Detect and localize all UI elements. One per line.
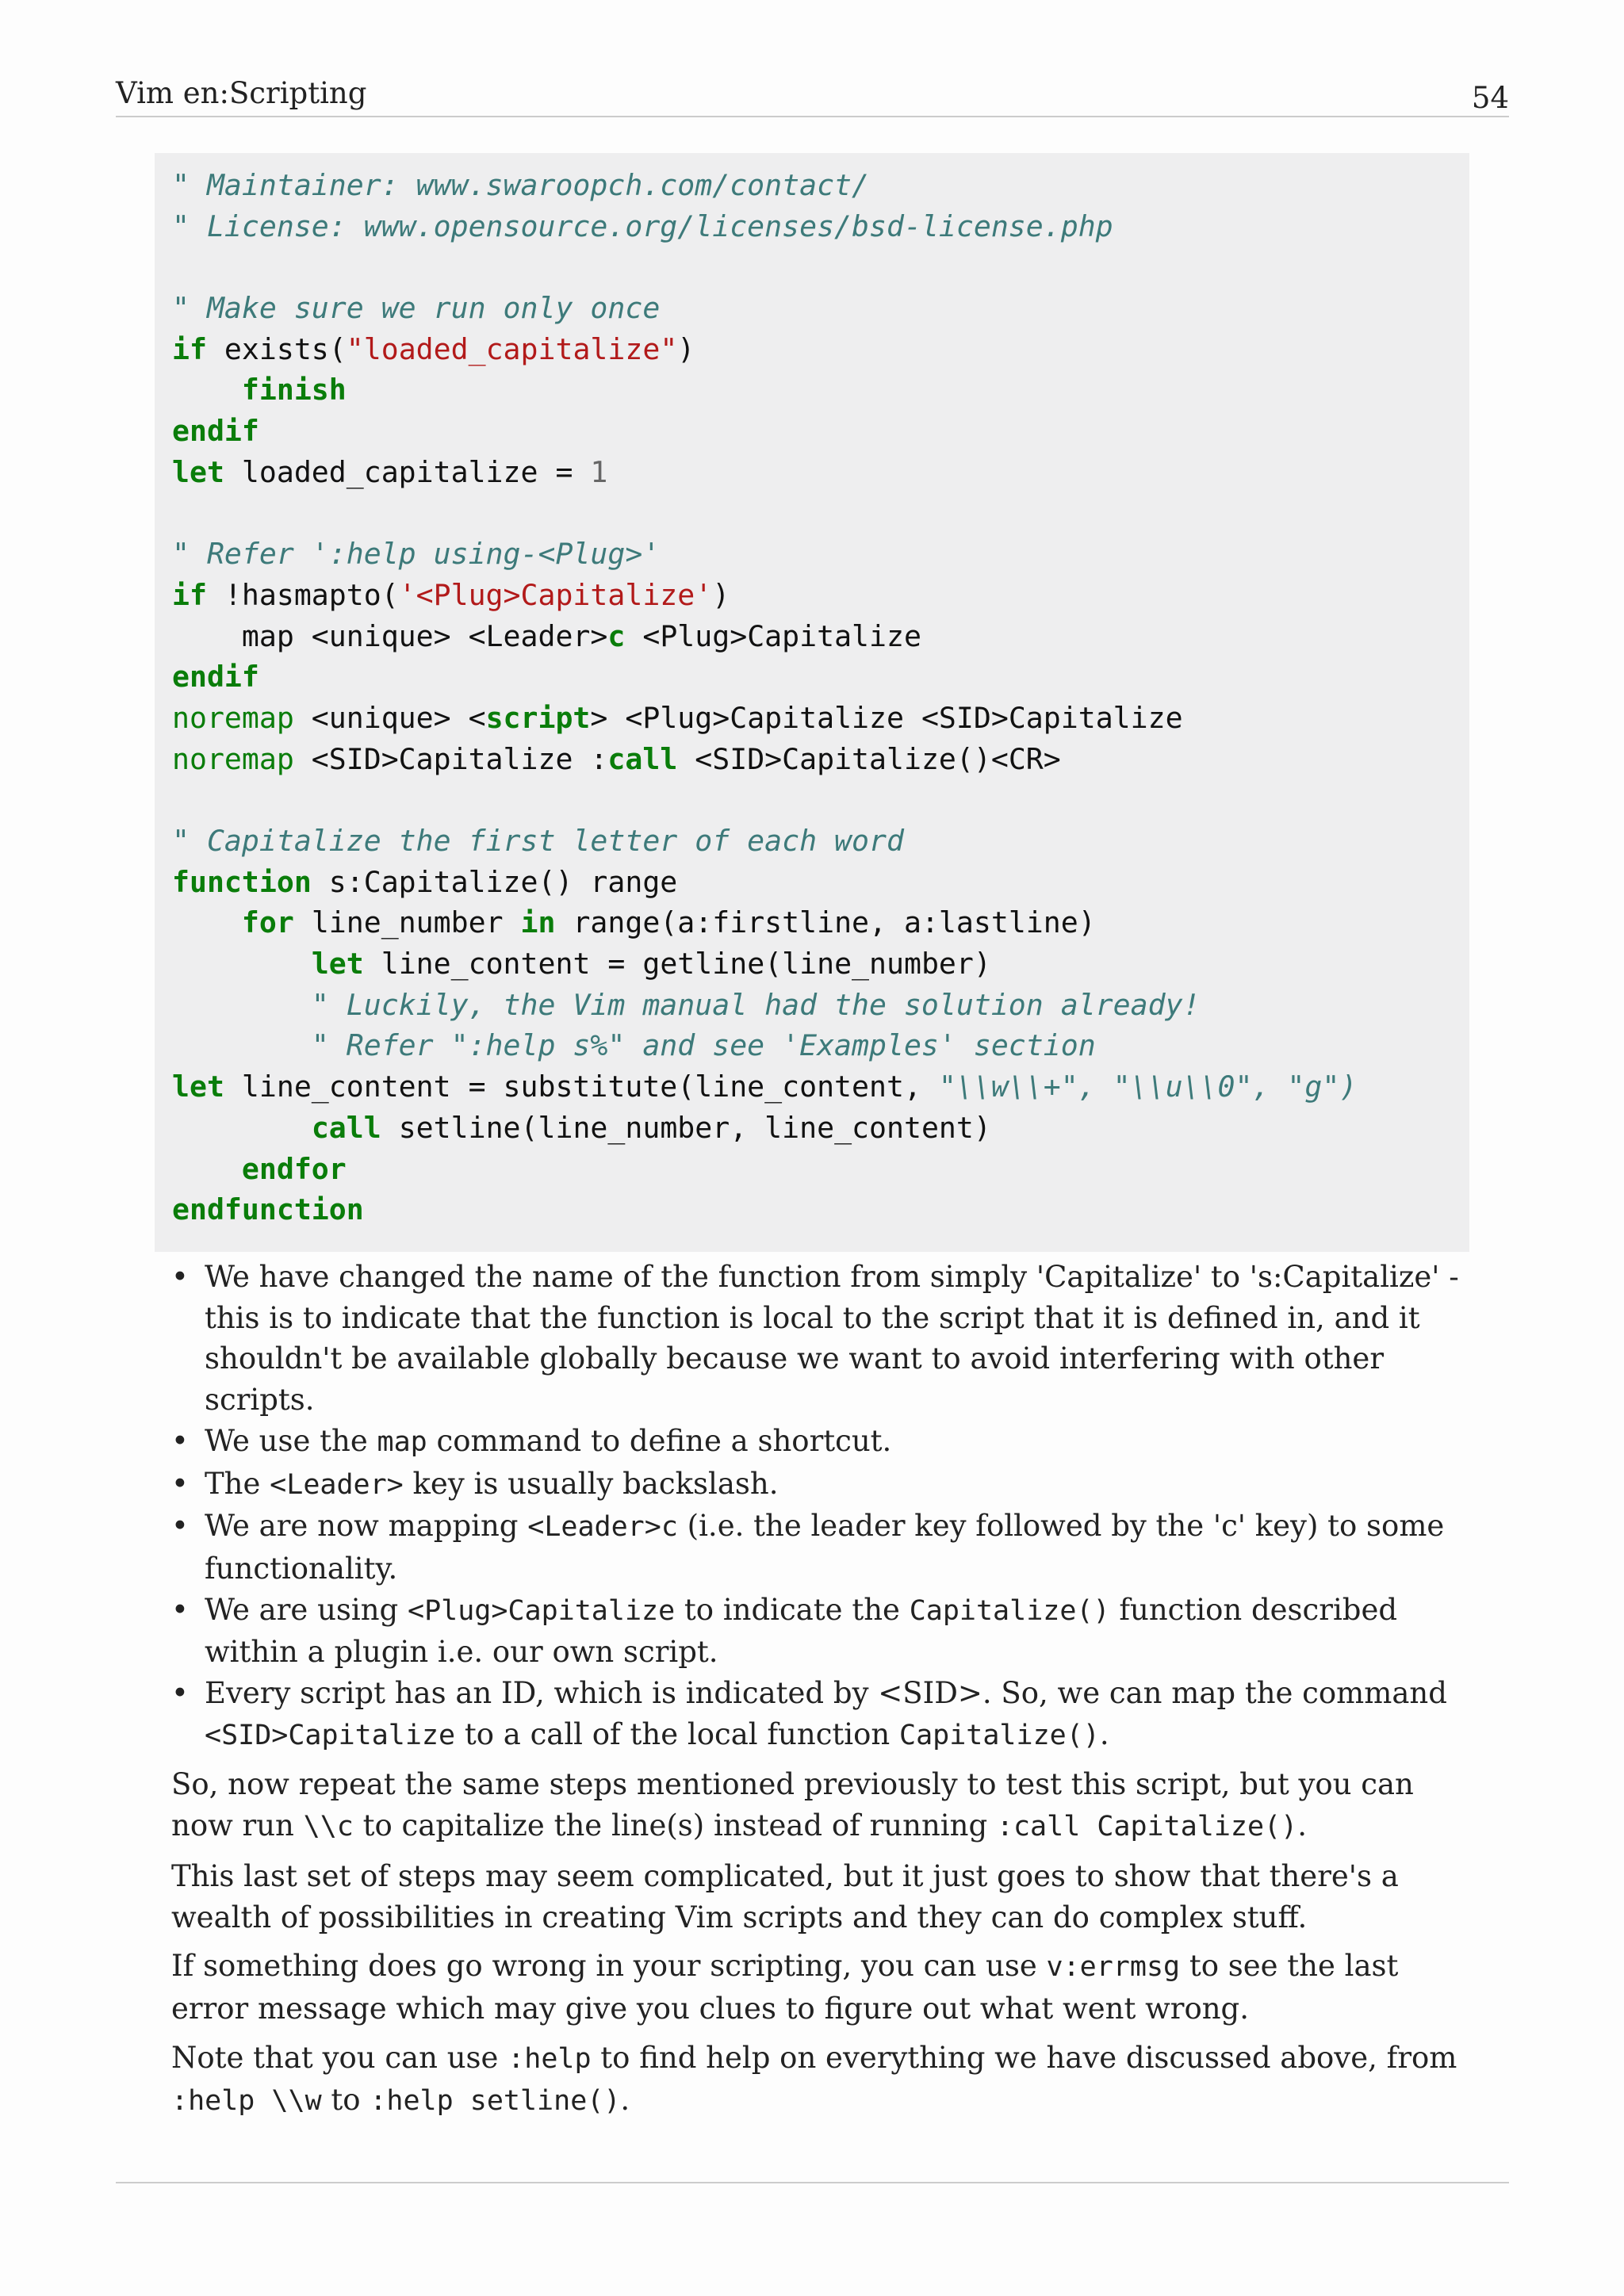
list-item: • We have changed the name of the function from simply 'Capitalize' to 's:Capitalize' - this is to indicate that the function is local to the script that it is defined in, and it shouldn't be available globally because we want to avoid interfering with other scripts. (205, 1257, 1472, 1421)
code-line-blank (172, 779, 1469, 821)
body-text (171, 1257, 1472, 2122)
page-header (116, 71, 1509, 117)
bullet-list (171, 1257, 1472, 1756)
running-title: Vim en:Scripting (116, 76, 367, 110)
code-line: finish (241, 373, 347, 408)
code-line: endif (172, 414, 259, 449)
bullet-icon: • (171, 1423, 189, 1458)
code-line: let line_content = getline(line_number) (311, 947, 991, 982)
paragraph: So, now repeat the same steps mentioned previously to test this script, but you can now run \\c to capitalize the line(s) instead of running :call Capitalize(). (171, 1767, 1414, 1843)
list-item: • We are now mapping <Leader>c (i.e. the leader key followed by the 'c' key) to some functionality. (205, 1506, 1472, 1589)
paragraph: This last set of steps may seem complicated, but it just goes to show that there's a wealth of possibilities in creating Vim scripts and they can do complex stuff. (171, 1858, 1399, 1934)
bullet-icon: • (171, 1509, 189, 1544)
bullet-icon: • (171, 1260, 189, 1294)
code-line: endfor (241, 1151, 347, 1186)
code-line: let loaded_capitalize = 1 (172, 454, 608, 489)
bullet-icon: • (171, 1466, 189, 1501)
page-number: 54 (1471, 81, 1509, 115)
bullet-icon: • (171, 1676, 189, 1711)
code-line: map <unique> <Leader>c <Plug>Capitalize (241, 618, 921, 653)
code-line: for line_number in range(a:firstline, a:lastline) (241, 905, 1096, 940)
list-item: • Every script has an ID, which is indicated by <SID>. So, we can map the command <SID>Capitalize to a call of the local function Capitalize(). (205, 1673, 1472, 1756)
list-item: • We use the map command to define a shortcut. (205, 1421, 1472, 1464)
code-line: " Make sure we run only once (172, 291, 661, 326)
code-line: endif (172, 660, 259, 695)
code-line: noremap <SID>Capitalize :call <SID>Capitalize()<CR> (172, 741, 1061, 776)
code-line: " Refer ':help using-<Plug>' (172, 537, 661, 572)
code-line: if exists("loaded_capitalize") (172, 331, 695, 366)
code-line: let line_content = substitute(line_content, "\\w\\+", "\\u\\0", "g") (172, 1070, 1358, 1104)
code-line: " License: www.opensource.org/licenses/bsd-license.php (172, 209, 1113, 243)
code-line: endfunction (172, 1192, 364, 1227)
code-line: noremap <unique> <script> <Plug>Capitalize <SID>Capitalize (172, 700, 1183, 735)
bullet-icon: • (171, 1592, 189, 1627)
code-line-blank (172, 247, 1469, 288)
code-line: " Refer ":help s%" and see 'Examples' section (311, 1028, 1096, 1063)
footer-rule (116, 2182, 1509, 2183)
code-line: call setline(line_number, line_content) (311, 1110, 991, 1145)
code-line: " Luckily, the Vim manual had the solution already! (311, 987, 1201, 1022)
list-item: • The <Leader> key is usually backslash. (205, 1464, 1472, 1506)
paragraph: Note that you can use :help to find help on everything we have discussed above, from :help \\w to :help setline(). (171, 2040, 1457, 2118)
paragraph: If something does go wrong in your scripting, you can use v:errmsg to see the last error message which may give you clues to figure out what went wrong. (171, 1949, 1399, 2026)
code-line: " Capitalize the first letter of each word (172, 824, 904, 858)
code-block (155, 153, 1469, 1252)
code-line-blank (172, 493, 1469, 534)
list-item: • We are using <Plug>Capitalize to indicate the Capitalize() function described within a plugin i.e. our own script. (205, 1590, 1472, 1673)
code-line: if !hasmapto('<Plug>Capitalize') (172, 577, 730, 612)
code-line: " Maintainer: www.swaroopch.com/contact/ (172, 168, 869, 202)
code-line: function s:Capitalize() range (172, 864, 678, 899)
